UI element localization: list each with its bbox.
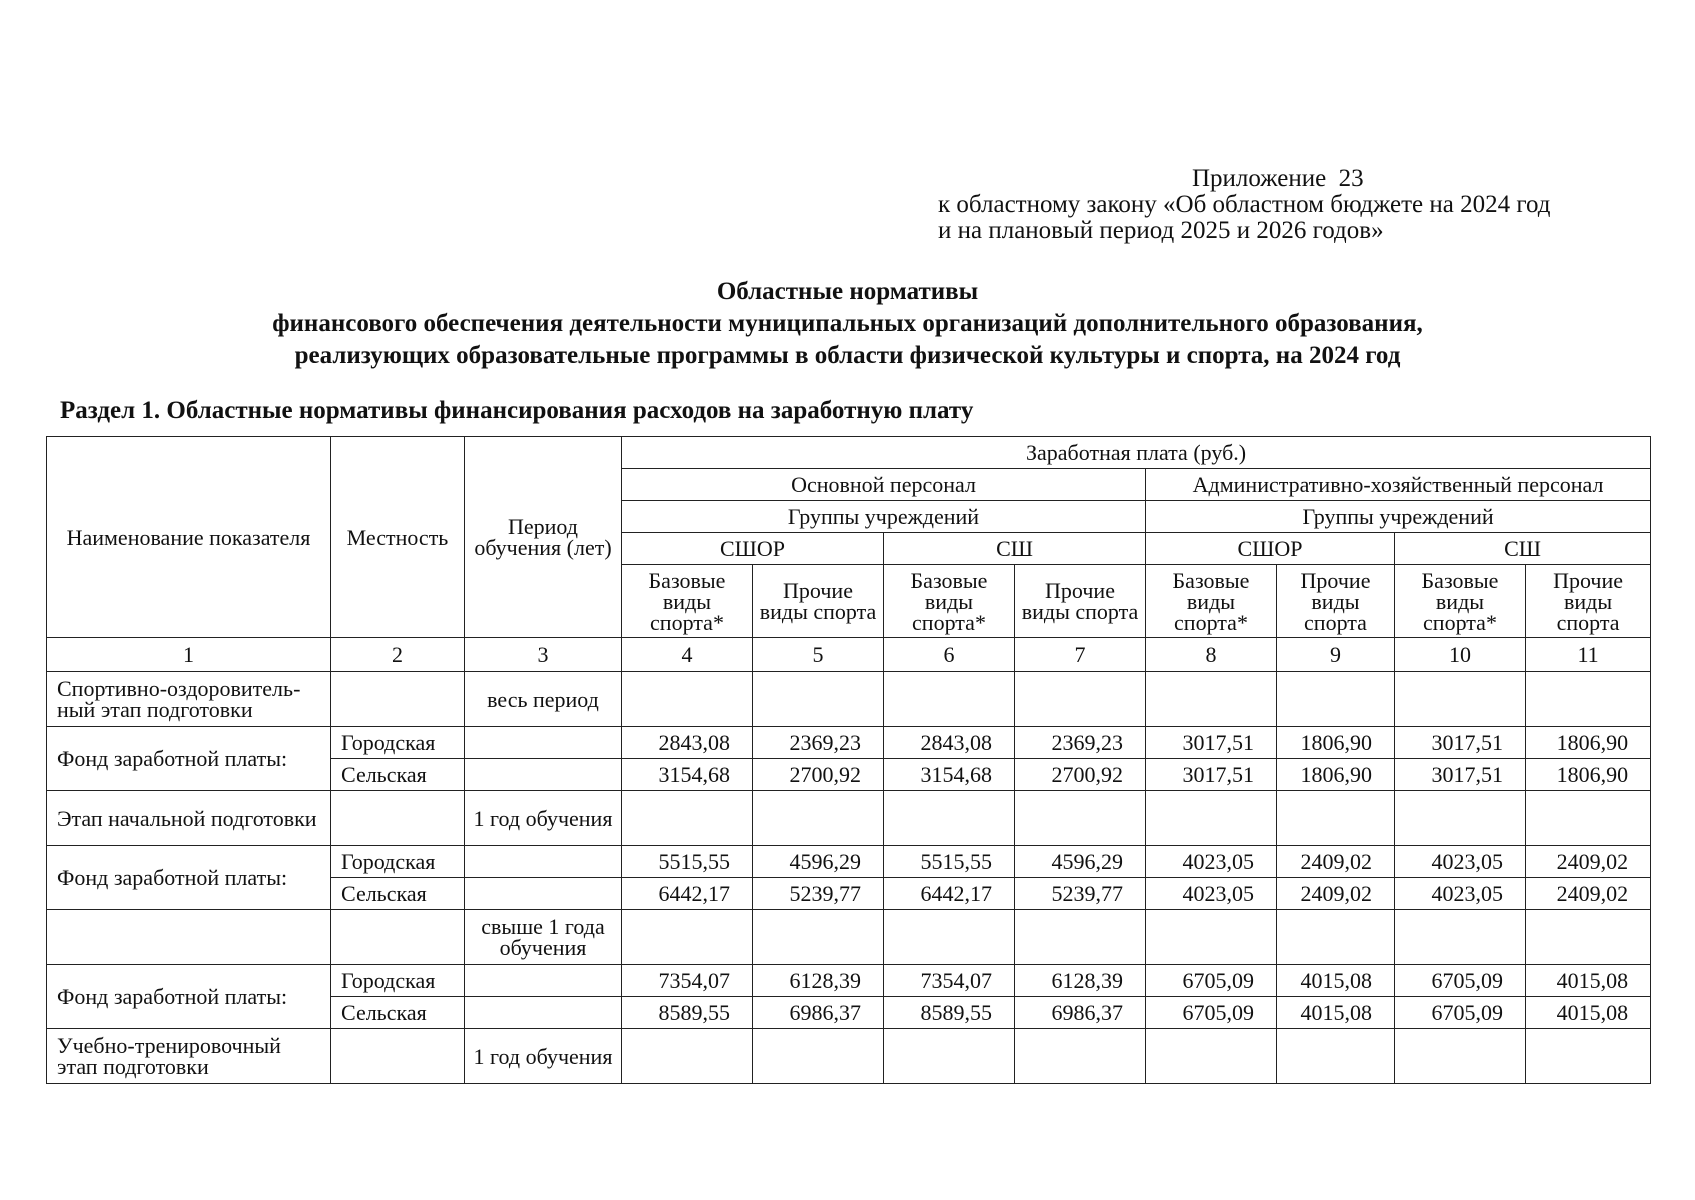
salary-value: 3017,51: [1395, 727, 1526, 759]
table-row: [47, 1029, 1651, 1084]
stage-period: 1 год обучения: [465, 791, 622, 846]
salary-value: 6986,37: [753, 997, 884, 1029]
stage-period: весь период: [465, 672, 622, 727]
empty-cell: [1395, 1029, 1526, 1084]
fund-label: Фонд заработной платы:: [47, 965, 331, 1029]
header-period: Период обучения (лет): [465, 437, 622, 638]
stage-name: Спортивно-оздоровитель-ный этап подготовки: [47, 672, 331, 727]
salary-value: 3017,51: [1395, 759, 1526, 791]
empty-cell: [1395, 672, 1526, 727]
header-groups-main: Группы учреждений: [622, 501, 1146, 533]
salary-value: 6128,39: [1015, 965, 1146, 997]
empty-cell: [753, 1029, 884, 1084]
salary-value: 2409,02: [1526, 846, 1651, 878]
salary-value: 4596,29: [753, 846, 884, 878]
salary-value: 6442,17: [884, 878, 1015, 910]
table-row: [47, 910, 1651, 965]
salary-value: 5239,77: [1015, 878, 1146, 910]
empty-cell: [465, 965, 622, 997]
appendix-label: Приложение 23: [1192, 165, 1364, 192]
salary-value: 3017,51: [1146, 727, 1277, 759]
header-salary: Заработная плата (руб.): [622, 437, 1651, 469]
salary-value: 3154,68: [622, 759, 753, 791]
table-row: [47, 965, 1651, 997]
header-other-sports: Прочие виды спорта: [1526, 565, 1651, 638]
empty-cell: [1146, 910, 1277, 965]
empty-cell: [465, 846, 622, 878]
salary-value: 6705,09: [1146, 997, 1277, 1029]
locality-rural: Сельская: [331, 997, 465, 1029]
empty-cell: [884, 1029, 1015, 1084]
fund-label: Фонд заработной платы:: [47, 846, 331, 910]
salary-value: 4023,05: [1395, 846, 1526, 878]
salary-value: 2369,23: [753, 727, 884, 759]
header-basic-sports: Базовые виды спорта*: [884, 565, 1015, 638]
empty-cell: [331, 791, 465, 846]
empty-cell: [884, 672, 1015, 727]
empty-cell: [1526, 672, 1651, 727]
salary-value: 5515,55: [622, 846, 753, 878]
column-number: 7: [1015, 638, 1146, 672]
empty-cell: [1395, 791, 1526, 846]
column-number: 1: [47, 638, 331, 672]
header-other-sports: Прочие виды спорта: [1277, 565, 1395, 638]
salary-value: 1806,90: [1277, 759, 1395, 791]
law-reference-line2: и на плановый период 2025 и 2026 годов»: [938, 217, 1384, 244]
salary-value: 8589,55: [622, 997, 753, 1029]
salary-value: 5515,55: [884, 846, 1015, 878]
locality-urban: Городская: [331, 727, 465, 759]
salary-value: 2409,02: [1526, 878, 1651, 910]
salary-value: 2700,92: [753, 759, 884, 791]
empty-cell: [1146, 791, 1277, 846]
empty-cell: [884, 910, 1015, 965]
appendix-header: [938, 166, 1551, 244]
column-number: 11: [1526, 638, 1651, 672]
salary-value: 4015,08: [1277, 965, 1395, 997]
fund-label: Фонд заработной платы:: [47, 727, 331, 791]
empty-cell: [465, 997, 622, 1029]
salary-value: 2700,92: [1015, 759, 1146, 791]
header-basic-sports: Базовые виды спорта*: [1395, 565, 1526, 638]
column-number: 5: [753, 638, 884, 672]
table-row: [47, 791, 1651, 846]
empty-cell: [1526, 1029, 1651, 1084]
empty-cell: [331, 1029, 465, 1084]
empty-cell: [1015, 672, 1146, 727]
header-other-sports: Прочие виды спорта: [753, 565, 884, 638]
law-reference-line1: к областному закону «Об областном бюджете на 2024 год: [938, 191, 1551, 218]
table-row: [47, 727, 1651, 759]
empty-cell: [753, 791, 884, 846]
salary-value: 1806,90: [1526, 727, 1651, 759]
header-admin-staff: Административно-хозяйственный персонал: [1146, 469, 1651, 501]
title-line2: финансового обеспечения деятельности муниципальных организаций дополнительного образования,: [272, 310, 1423, 337]
locality-urban: Городская: [331, 965, 465, 997]
table-row: [47, 846, 1651, 878]
empty-cell: [1526, 910, 1651, 965]
header-sshor-admin: СШОР: [1146, 533, 1395, 565]
empty-cell: [753, 910, 884, 965]
stage-name: [47, 910, 331, 965]
column-number: 10: [1395, 638, 1526, 672]
empty-cell: [622, 1029, 753, 1084]
column-number: 9: [1277, 638, 1395, 672]
empty-cell: [465, 878, 622, 910]
empty-cell: [1277, 910, 1395, 965]
salary-value: 6442,17: [622, 878, 753, 910]
empty-cell: [1395, 910, 1526, 965]
header-basic-sports: Базовые виды спорта*: [1146, 565, 1277, 638]
salary-value: 6128,39: [753, 965, 884, 997]
header-sshor-main: СШОР: [622, 533, 884, 565]
stage-period: свыше 1 года обучения: [465, 910, 622, 965]
empty-cell: [331, 910, 465, 965]
salary-value: 3154,68: [884, 759, 1015, 791]
column-number: 2: [331, 638, 465, 672]
document-title: [0, 276, 1695, 372]
table-row: [47, 672, 1651, 727]
salary-value: 4015,08: [1526, 997, 1651, 1029]
header-ssh-main: СШ: [884, 533, 1146, 565]
column-number: 8: [1146, 638, 1277, 672]
stage-name: Этап начальной подготовки: [47, 791, 331, 846]
salary-value: 2409,02: [1277, 846, 1395, 878]
empty-cell: [1146, 1029, 1277, 1084]
salary-value: 6705,09: [1395, 965, 1526, 997]
locality-urban: Городская: [331, 846, 465, 878]
salary-value: 1806,90: [1277, 727, 1395, 759]
header-groups-admin: Группы учреждений: [1146, 501, 1651, 533]
salary-value: 2409,02: [1277, 878, 1395, 910]
header-main-staff: Основной персонал: [622, 469, 1146, 501]
title-line3: реализующих образовательные программы в области физической культуры и спорта, на 2024 год: [294, 342, 1401, 369]
header-ssh-admin: СШ: [1395, 533, 1651, 565]
empty-cell: [465, 759, 622, 791]
column-number: 3: [465, 638, 622, 672]
header-basic-sports: Базовые виды спорта*: [622, 565, 753, 638]
salary-value: 4023,05: [1146, 846, 1277, 878]
empty-cell: [1015, 791, 1146, 846]
header-locality: Местность: [331, 437, 465, 638]
empty-cell: [884, 791, 1015, 846]
empty-cell: [465, 727, 622, 759]
empty-cell: [753, 672, 884, 727]
empty-cell: [1277, 672, 1395, 727]
salary-value: 4596,29: [1015, 846, 1146, 878]
empty-cell: [1526, 791, 1651, 846]
table-body: [47, 672, 1651, 1084]
locality-rural: Сельская: [331, 759, 465, 791]
salary-value: 6986,37: [1015, 997, 1146, 1029]
locality-rural: Сельская: [331, 878, 465, 910]
empty-cell: [1015, 1029, 1146, 1084]
stage-name: Учебно-тренировочный этап подготовки: [47, 1029, 331, 1084]
salary-value: 5239,77: [753, 878, 884, 910]
salary-value: 4023,05: [1395, 878, 1526, 910]
salary-value: 6705,09: [1146, 965, 1277, 997]
salary-value: 2843,08: [622, 727, 753, 759]
salary-value: 4015,08: [1277, 997, 1395, 1029]
header-other-sports: Прочие виды спорта: [1015, 565, 1146, 638]
salary-value: 7354,07: [622, 965, 753, 997]
empty-cell: [622, 910, 753, 965]
column-number: 4: [622, 638, 753, 672]
section-title: Раздел 1. Областные нормативы финансирования расходов на заработную плату: [60, 397, 974, 424]
empty-cell: [622, 791, 753, 846]
salary-value: 4015,08: [1526, 965, 1651, 997]
empty-cell: [622, 672, 753, 727]
salary-value: 2369,23: [1015, 727, 1146, 759]
salary-value: 8589,55: [884, 997, 1015, 1029]
salary-value: 4023,05: [1146, 878, 1277, 910]
empty-cell: [1277, 791, 1395, 846]
empty-cell: [1015, 910, 1146, 965]
empty-cell: [331, 672, 465, 727]
stage-period: 1 год обучения: [465, 1029, 622, 1084]
salary-value: 2843,08: [884, 727, 1015, 759]
salary-value: 3017,51: [1146, 759, 1277, 791]
empty-cell: [1277, 1029, 1395, 1084]
salary-value: 7354,07: [884, 965, 1015, 997]
salary-norms-table: [46, 436, 1651, 1084]
column-number: 6: [884, 638, 1015, 672]
header-name: Наименование показателя: [47, 437, 331, 638]
title-line1: Областные нормативы: [716, 278, 979, 305]
empty-cell: [1146, 672, 1277, 727]
salary-value: 6705,09: [1395, 997, 1526, 1029]
salary-value: 1806,90: [1526, 759, 1651, 791]
